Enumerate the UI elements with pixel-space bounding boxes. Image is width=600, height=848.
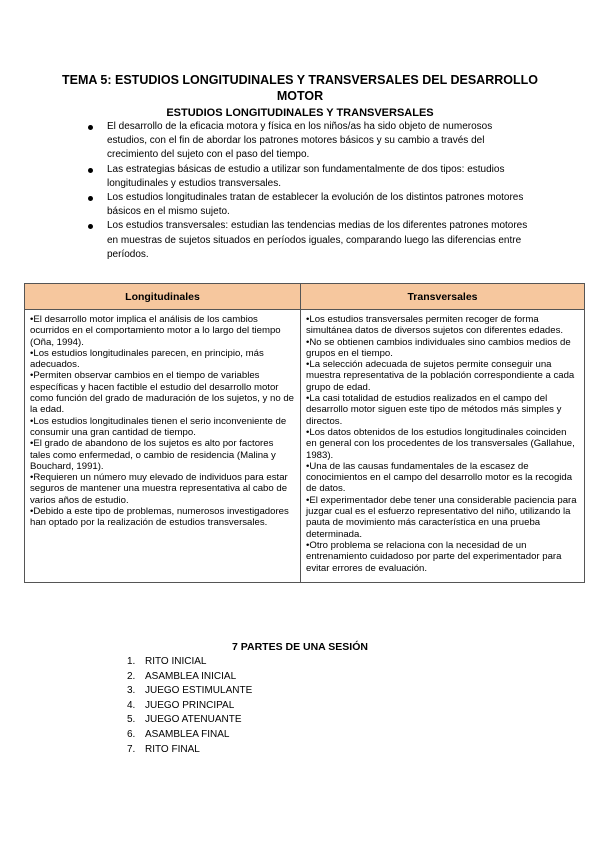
cell-paragraph: •Otro problema se relaciona con la necesidad de un entrenamiento cuidadoso por parte del experimentador para evitar errores de evaluación. bbox=[306, 539, 562, 574]
list-item bbox=[127, 684, 252, 699]
list-item bbox=[127, 670, 252, 685]
list-item bbox=[88, 219, 528, 262]
table-header-row bbox=[25, 284, 585, 310]
item-number: 6. bbox=[127, 728, 136, 740]
cell-paragraph: •Debido a este tipo de problemas, numerosos investigadores han optado por la realización de estudios transversales. bbox=[30, 506, 289, 529]
cell-paragraph: •Los estudios longitudinales parecen, en principio, más adecuados. bbox=[30, 347, 264, 371]
cell-paragraph: •Una de las causas fundamentales de la escasez de conocimientos en el campo del desarrollo motor es la recogida de datos. bbox=[306, 460, 573, 495]
list-item bbox=[88, 163, 528, 191]
cell-paragraph: •Permiten observar cambios en el tiempo de variables específicas y hacen factible el estudio del desarrollo motor como función del grado de maduración de los sujetos, y no de la edad. bbox=[30, 370, 294, 416]
bullet-icon bbox=[88, 196, 93, 201]
list-item bbox=[127, 728, 252, 743]
cell-transversales bbox=[301, 310, 585, 583]
page-title: TEMA 5: ESTUDIOS LONGITUDINALES Y TRANSVERSALES DEL DESARROLLO MOTOR bbox=[62, 73, 538, 103]
item-number: 4. bbox=[127, 699, 136, 711]
cell-paragraph: •Los datos obtenidos de los estudios longitudinales coinciden en general con los procedentes de los transversales (Gallahue, 1983). bbox=[306, 426, 575, 461]
bullet-icon bbox=[88, 224, 93, 229]
cell-paragraph: •El experimentador debe tener una considerable paciencia para juzgar cual es el esfuerzo representativo del niño, utilizando la pauta de movimiento más característica en una prueba determinada. bbox=[306, 494, 577, 540]
item-label: JUEGO ESTIMULANTE bbox=[145, 685, 253, 697]
item-label: JUEGO PRINCIPAL bbox=[145, 699, 235, 711]
cell-paragraph: •Los estudios longitudinales tienen el serio inconveniente de consumir una gran cantidad de tiempo. bbox=[30, 415, 287, 438]
list-item bbox=[127, 713, 252, 728]
item-number: 7. bbox=[127, 743, 136, 755]
item-label: ASAMBLEA INICIAL bbox=[145, 670, 237, 682]
item-label: JUEGO ATENUANTE bbox=[145, 714, 242, 726]
list-item bbox=[88, 120, 528, 163]
item-label: ASAMBLEA FINAL bbox=[145, 728, 230, 740]
header-longitudinales: Longitudinales bbox=[25, 284, 301, 310]
list-item bbox=[127, 655, 252, 670]
item-number: 3. bbox=[127, 685, 136, 697]
item-number: 1. bbox=[127, 656, 136, 667]
item-number: 2. bbox=[127, 670, 136, 682]
bullet-text: El desarrollo de la eficacia motora y física en los niños/as ha sido objeto de numerosos estudios, con el fin de abordar los patrones motores básicos y su cambio a través del crecimiento del sujeto con el paso del tiempo. bbox=[107, 121, 493, 161]
cell-paragraph: •Los estudios transversales permiten recoger de forma simultánea datos de diversos sujetos con diferentes edades. bbox=[306, 314, 564, 337]
cell-longitudinales bbox=[25, 310, 301, 583]
list-item bbox=[127, 743, 252, 758]
item-number: 5. bbox=[127, 714, 136, 726]
cell-paragraph: •La casi totalidad de estudios realizados en el campo del desarrollo motor siguen este tipo de métodos más simples y directos. bbox=[306, 393, 562, 427]
bullet-text: Los estudios transversales: estudian las tendencias medias de los diferentes patrones motores en muestras de sujetos situados en períodos iguales, comparando luego las diferencias entre períodos. bbox=[107, 220, 528, 260]
table-row bbox=[25, 310, 585, 583]
cell-paragraph: •El desarrollo motor implica el análisis de los cambios ocurridos en el comportamiento motor a lo largo del tiempo (Oña, 1994). bbox=[30, 314, 281, 348]
header-transversales: Transversales bbox=[301, 284, 585, 310]
comparison-table bbox=[24, 283, 585, 583]
bullet-text: Los estudios longitudinales tratan de establecer la evolución de los distintos patrones motores básicos en el mismo sujeto. bbox=[107, 192, 524, 218]
item-label: RITO INICIAL bbox=[145, 656, 207, 667]
cell-paragraph: •La selección adecuada de sujetos permite conseguir una muestra representativa de la población correspondiente a cada grupo de edad. bbox=[306, 359, 575, 393]
list-item bbox=[127, 699, 252, 714]
intro-bullet-list bbox=[88, 120, 528, 262]
bullet-icon bbox=[88, 168, 93, 173]
section-subtitle: ESTUDIOS LONGITUDINALES Y TRANSVERSALES bbox=[166, 107, 434, 119]
sessions-list bbox=[127, 655, 252, 757]
cell-paragraph: •No se obtienen cambios individuales sino cambios medios de grupos en el tiempo. bbox=[306, 336, 571, 359]
sessions-heading: 7 PARTES DE UNA SESIÓN bbox=[232, 641, 368, 653]
cell-paragraph: •El grado de abandono de los sujetos es alto por factores tales como enfermedad, o cambio de residencia (Malina y Bouchard, 1991). bbox=[30, 438, 276, 472]
list-item bbox=[88, 191, 528, 219]
item-label: RITO FINAL bbox=[145, 743, 200, 755]
bullet-text: Las estrategias básicas de estudio a utilizar son fundamentalmente de dos tipos: estudios longitudinales y estudios transversales. bbox=[107, 163, 505, 189]
cell-paragraph: •Requieren un número muy elevado de individuos para estar seguros de mantener una muestra representativa al cabo de varios años de estudio. bbox=[30, 472, 288, 506]
bullet-icon bbox=[88, 125, 93, 130]
